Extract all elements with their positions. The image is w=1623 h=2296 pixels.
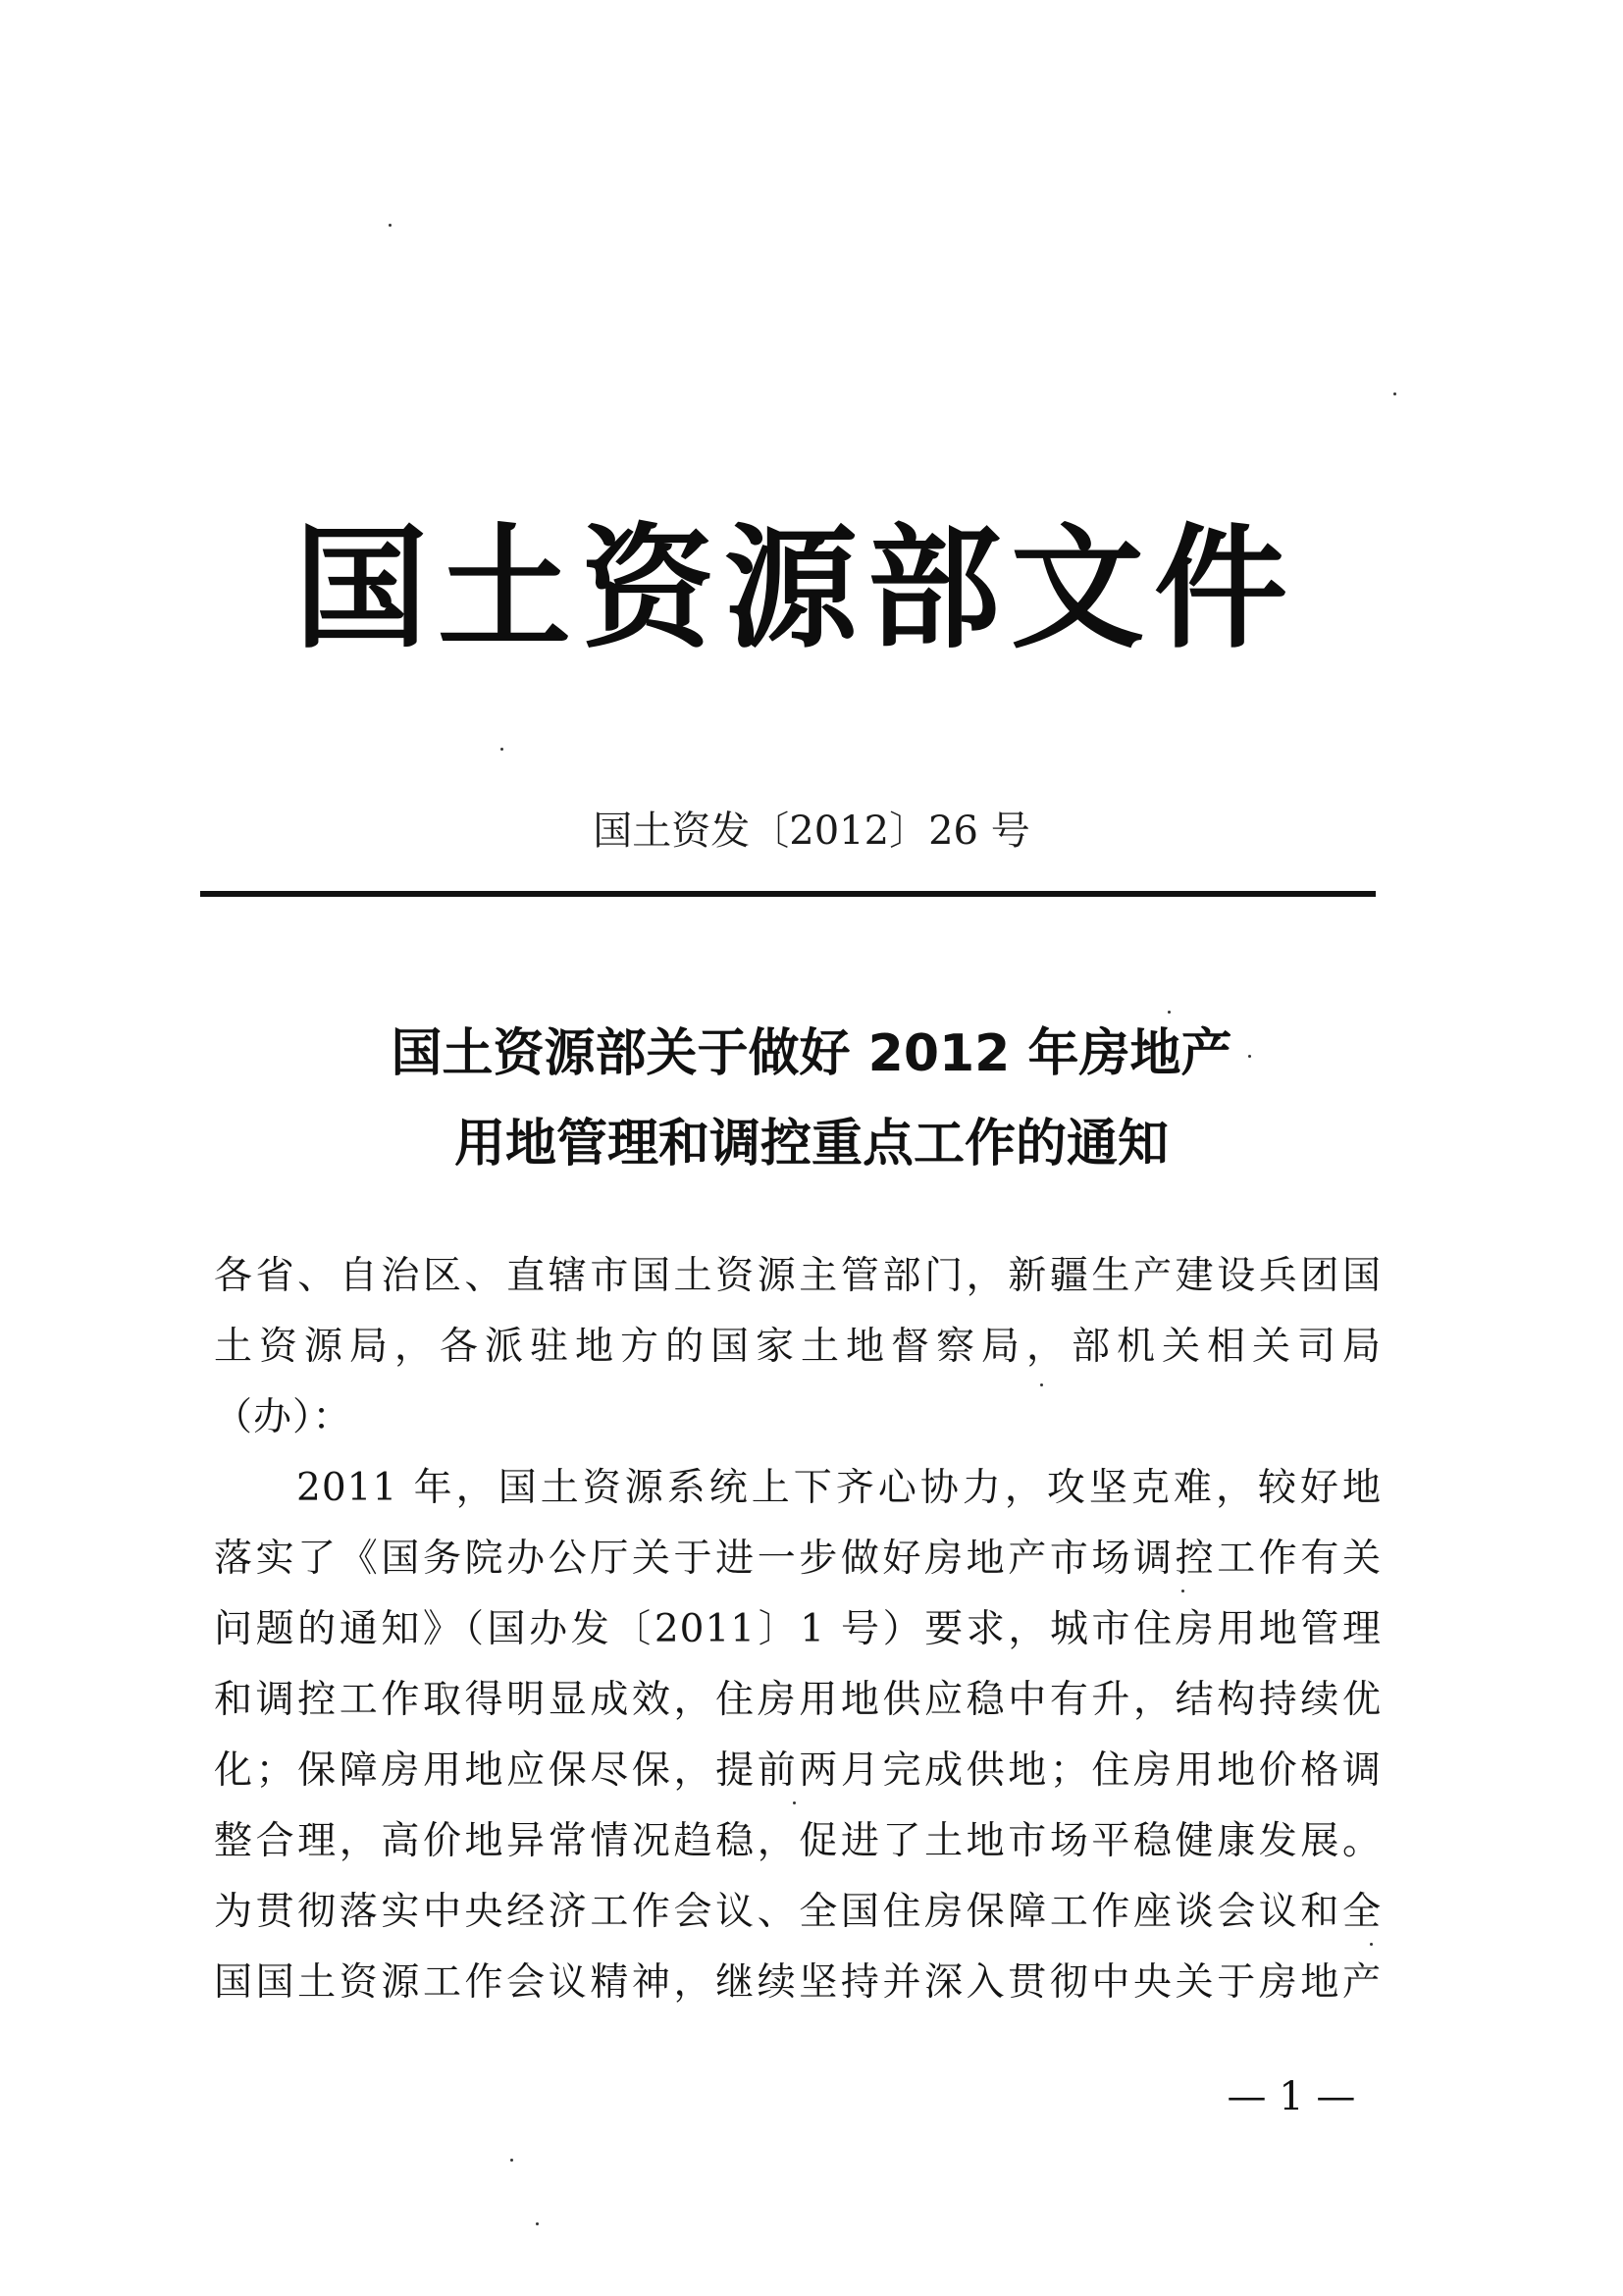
scan-speck xyxy=(1181,1590,1184,1592)
notice-title-line: 用地管理和调控重点工作的通知 xyxy=(453,1115,1169,1174)
addressee-line: 土资源局，各派驻地方的国家土地督察局，部机关相关司局 xyxy=(214,1325,1382,1369)
scan-speck xyxy=(510,2159,513,2162)
paragraph-line: 整合理，高价地异常情况趋稳，促进了土地市场平稳健康发展。 xyxy=(214,1819,1382,1863)
scan-speck xyxy=(500,748,503,751)
scan-speck xyxy=(389,224,392,227)
notice-title xyxy=(0,1009,1623,1189)
document-body xyxy=(214,1241,1382,2018)
paragraph-line: 为贯彻落实中央经济工作会议、全国住房保障工作座谈会议和全 xyxy=(214,1890,1382,1934)
paragraph-line: 落实了《国务院办公厅关于进一步做好房地产市场调控工作有关 xyxy=(214,1537,1382,1581)
addressee-line: 各省、自治区、直辖市国土资源主管部门，新疆生产建设兵团国 xyxy=(214,1254,1382,1298)
paragraph-line: 2011 年，国土资源系统上下齐心协力，攻坚克难，较好地 xyxy=(296,1466,1382,1510)
scan-speck xyxy=(1393,392,1396,395)
paragraph-line: 和调控工作取得明显成效，住房用地供应稳中有升，结构持续优 xyxy=(214,1678,1382,1722)
notice-title-line: 国土资源部关于做好 2012 年房地产 xyxy=(391,1024,1232,1083)
issuing-authority-header: 国土资源部文件 xyxy=(294,510,1297,667)
header-separator-line xyxy=(200,891,1376,897)
addressee-line: （办）： xyxy=(214,1395,352,1439)
scan-speck xyxy=(1370,1943,1373,1946)
paragraph-line: 问题的通知》（国办发〔2011〕1 号）要求，城市住房用地管理 xyxy=(214,1607,1382,1651)
scan-speck xyxy=(536,2222,539,2225)
paragraph-line: 化；保障房用地应保尽保，提前两月完成供地；住房用地价格调 xyxy=(214,1748,1382,1793)
paragraph-line: 国国土资源工作会议精神，继续坚持并深入贯彻中央关于房地产 xyxy=(214,1960,1382,2005)
scan-speck xyxy=(793,1801,796,1804)
scan-speck xyxy=(1248,1055,1251,1058)
page-number: — 1 — xyxy=(1227,2074,1356,2119)
scan-speck xyxy=(1040,1383,1043,1386)
scan-speck xyxy=(1168,1011,1171,1014)
document-number: 国土资发〔2012〕26 号 xyxy=(593,809,1030,854)
